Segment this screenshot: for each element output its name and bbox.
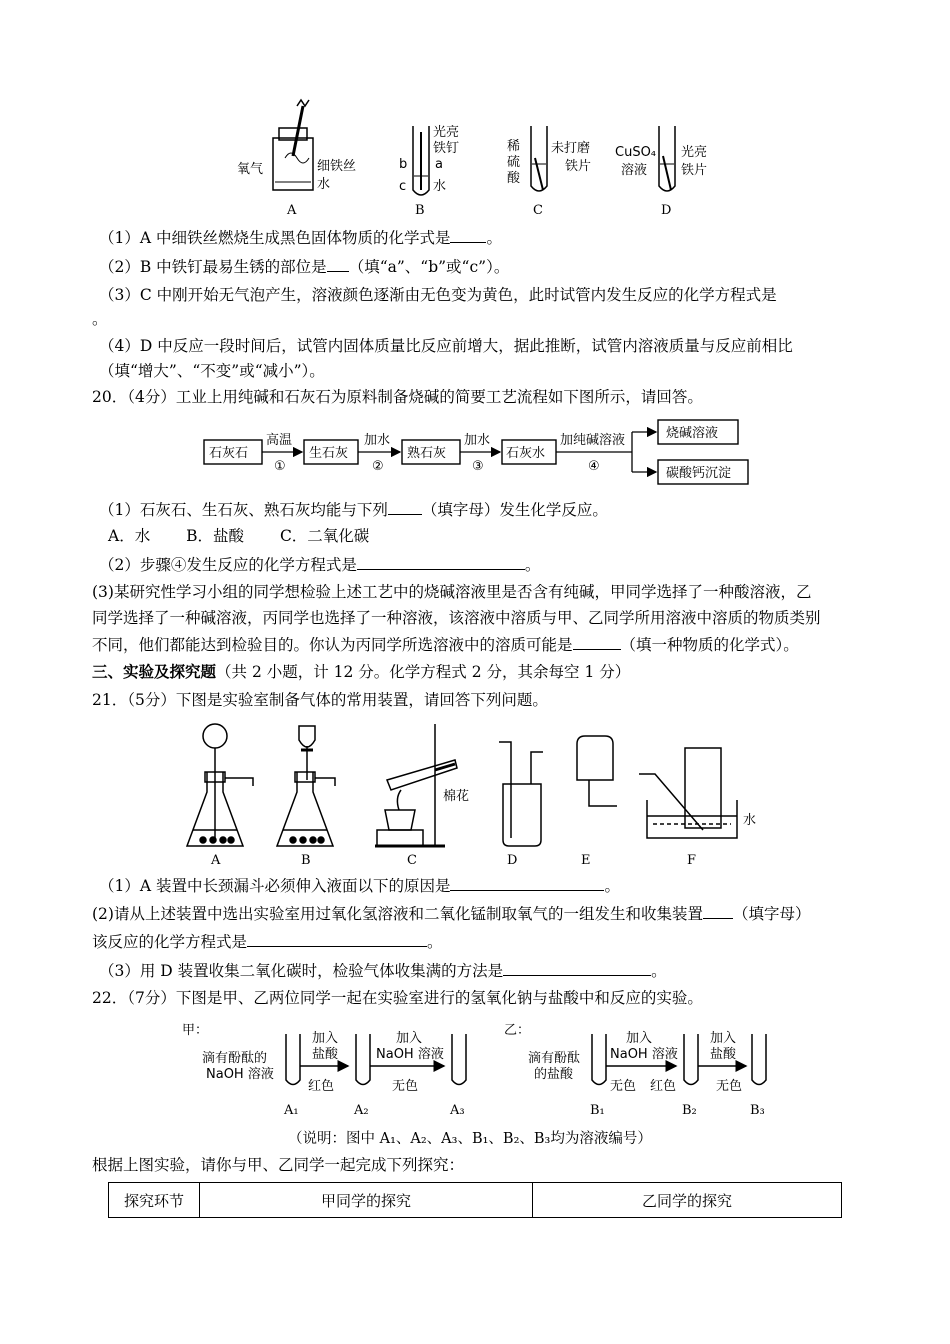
q22-yi-colorless-1: 无色 [610, 1079, 637, 1094]
q22-intro: 根据上图实验，请你与甲、乙同学一起完成下列探究： [92, 1156, 465, 1174]
fig21-f [639, 748, 737, 838]
fig19-d-sheet-2: 铁片 [681, 163, 708, 178]
fig19-c-sheet-2: 铁片 [565, 159, 592, 174]
q20-part3-line2: 同学选择了一种碱溶液，丙同学也选择了一种溶液，该溶液中溶质与甲、乙同学所用溶液中溶质的物质类别 [92, 609, 821, 627]
flow-box-quicklime: 生石灰 [309, 446, 349, 461]
flow-cond-1: 高温 [266, 433, 293, 448]
flow-step-1: ① [274, 459, 286, 474]
q22-yi-add2-1: 加入 [710, 1031, 737, 1046]
flow-cond-3: 加水 [464, 433, 491, 448]
fig21-a-label: A [211, 853, 221, 868]
flow-cond-2: 加水 [364, 433, 391, 448]
q22-yi-colorless-2: 无色 [716, 1079, 743, 1094]
q21-part2: (2)请从上述装置中选出实验室用过氧化氢溶液和二氧化锰制取氧气的一组发生和收集装置 （填字母） [92, 902, 872, 925]
fig19-a-water: 水 [317, 177, 331, 192]
fig19-d-sheet-1: 光亮 [681, 145, 708, 160]
answer-blank[interactable] [357, 553, 525, 570]
fig21-c-label: C [407, 853, 417, 868]
q22-yi-start-1: 滴有酚酞 [528, 1051, 581, 1066]
fig19-c-acid-3: 酸 [507, 171, 521, 186]
q22-yi-red: 红色 [650, 1079, 677, 1094]
q22-stem: 22．（7分）下图是甲、乙两位同学一起在实验室进行的氢氧化钠与盐酸中和反应的实验。 [92, 989, 703, 1007]
q22-jia-add2-2: NaOH 溶液 [376, 1047, 444, 1062]
flow-step-2: ② [372, 459, 384, 474]
answer-blank[interactable] [503, 959, 651, 976]
q22-jia-add1-2: 盐酸 [312, 1047, 339, 1062]
answer-blank[interactable] [327, 255, 349, 272]
fig19-a [237, 100, 356, 218]
fig19-d-sol-2: 溶液 [621, 163, 648, 178]
q22-jia-add1-1: 加入 [312, 1031, 339, 1046]
q22-jia-label: 甲： [182, 1023, 209, 1038]
flow-box-limestone: 石灰石 [209, 446, 249, 461]
section3-heading: 三、实验及探究题（共 2 小题，计 12 分。化学方程式 2 分，其余每空 1 分） [92, 662, 631, 681]
q21-part2b: 该反应的化学方程式是 。 [92, 930, 872, 953]
q22-yi-label: 乙： [504, 1023, 531, 1038]
fig21-e [577, 736, 617, 806]
q22-b2: B₂ [682, 1103, 697, 1118]
table-header-stage: 探究环节 [109, 1183, 200, 1218]
fig19-c [507, 126, 591, 218]
fig19-c-acid-2: 硫 [507, 155, 521, 170]
table-header-jia: 甲同学的探究 [200, 1183, 533, 1218]
fig19-b [399, 124, 459, 218]
flow-box-caco3: 碳酸钙沉淀 [666, 466, 732, 481]
q21-apparatus-figure [185, 720, 775, 870]
flow-cond-4: 加纯碱溶液 [560, 433, 626, 448]
q22-yi-start-2: 的盐酸 [534, 1067, 574, 1082]
fig19-d-sol-1: CuSO₄ [615, 145, 657, 160]
q19-part1: （1）A 中细铁丝燃烧生成黑色固体物质的化学式是 。 [99, 226, 879, 249]
q22-jia-colorless: 无色 [392, 1079, 419, 1094]
answer-blank[interactable] [388, 498, 422, 515]
q22-yi-add1-2: NaOH 溶液 [610, 1047, 678, 1062]
table-row [109, 1183, 842, 1218]
fig21-a [187, 724, 253, 846]
q21-stem: 21．（5分）下图是实验室制备气体的常用装置，请回答下列问题。 [92, 691, 548, 709]
q22-note: （说明：图中 A₁、A₂、A₃、B₁、B₂、B₃均为溶液编号） [288, 1131, 652, 1147]
q21-part3: （3）用 D 装置收集二氧化碳时，检验气体收集满的方法是 。 [99, 959, 879, 982]
answer-blank[interactable] [450, 874, 604, 891]
q22-jia-start-1: 滴有酚酞的 [202, 1051, 268, 1066]
fig19-b-nail-2: 铁钉 [433, 141, 460, 156]
q20-flow-diagram [200, 414, 760, 494]
flow-box-naoh: 烧碱溶液 [666, 426, 719, 441]
q22-a1: A₁ [284, 1103, 299, 1118]
fig19-b-water: 水 [433, 179, 447, 194]
fig21-d [499, 742, 543, 846]
answer-blank[interactable] [573, 633, 621, 650]
q22-yi-add2-2: 盐酸 [710, 1047, 737, 1062]
answer-blank[interactable] [450, 226, 486, 243]
fig19-b-label: B [415, 203, 425, 218]
flow-step-3: ③ [472, 459, 484, 474]
fig21-f-label: F [687, 853, 697, 868]
fig19-a-oxygen: 氧气 [237, 162, 264, 177]
fig21-e-label: E [581, 853, 591, 868]
answer-blank[interactable] [247, 930, 427, 947]
q22-b3: B₃ [750, 1103, 765, 1118]
q19-part3-end: 。 [92, 310, 108, 328]
q19-part4-end: （填“增大”、“不变”或“减小”）。 [99, 362, 325, 380]
fig19-d-label: D [661, 203, 672, 218]
fig19-b-b: b [399, 157, 408, 172]
fig19-c-sheet-1: 未打磨 [551, 141, 591, 156]
q22-neutralization-figure [180, 1014, 780, 1124]
q20-part3-line3: 不同，他们都能达到检验目的。你认为丙同学所选溶液中的溶质可能是 （填一种物质的化学式）。 [92, 633, 872, 656]
q19-part3: （3）C 中刚开始无气泡产生，溶液颜色逐渐由无色变为黄色，此时试管内发生反应的化学方程式是 [99, 286, 777, 304]
q22-yi-add1-1: 加入 [626, 1031, 653, 1046]
fig19-c-label: C [533, 203, 543, 218]
flow-box-slaked-lime: 熟石灰 [407, 446, 447, 461]
q19-part2: （2）B 中铁钉最易生锈的部位是 （填“a”、“b”或“c”）。 [99, 255, 879, 278]
fig19-b-nail-1: 光亮 [433, 125, 460, 140]
flow-step-4: ④ [588, 459, 600, 474]
fig21-c-cotton: 棉花 [443, 789, 470, 804]
fig21-f-water: 水 [743, 813, 757, 828]
answer-blank[interactable] [703, 902, 733, 919]
q22-jia-add2-1: 加入 [396, 1031, 423, 1046]
flow-box-limewater: 石灰水 [506, 446, 546, 461]
fig21-b-label: B [301, 853, 311, 868]
inquiry-table [108, 1182, 842, 1218]
q22-b1: B₁ [590, 1103, 605, 1118]
q19-apparatus-figure [235, 98, 735, 220]
q19-part4: （4）D 中反应一段时间后，试管内固体质量比反应前增大，据此推断，试管内溶液质量与反应前相比 [99, 337, 793, 355]
fig19-a-wire: 细铁丝 [317, 159, 357, 174]
q22-jia-start-2: NaOH 溶液 [206, 1067, 274, 1082]
q20-part2: （2）步骤④发生反应的化学方程式是 。 [99, 553, 879, 576]
q22-a3: A₃ [450, 1103, 465, 1118]
fig19-c-acid-1: 稀 [507, 139, 521, 154]
fig19-b-a: a [435, 157, 443, 172]
q20-stem: 20．（4分）工业上用纯碱和石灰石为原料制备烧碱的简要工艺流程如下图所示，请回答。 [92, 388, 703, 406]
fig21-c [375, 724, 457, 846]
q20-part1: （1）石灰石、生石灰、熟石灰均能与下列 （填字母）发生化学反应。 [99, 498, 879, 521]
fig21-b [277, 726, 335, 846]
q21-part1: （1）A 装置中长颈漏斗必须伸入液面以下的原因是 。 [99, 874, 879, 897]
fig21-d-label: D [507, 853, 518, 868]
table-header-yi: 乙同学的探究 [533, 1183, 842, 1218]
fig19-b-c: c [399, 179, 407, 194]
q20-options: A．水 B．盐酸 C．二氧化碳 [108, 527, 370, 545]
fig19-d [615, 126, 707, 218]
fig19-a-label: A [287, 203, 297, 218]
q20-part3-line1: (3)某研究性学习小组的同学想检验上述工艺中的烧碱溶液里是否含有纯碱，甲同学选择了一种酸溶液，乙 [92, 583, 812, 601]
q22-jia-red: 红色 [308, 1079, 335, 1094]
q22-a2: A₂ [354, 1103, 369, 1118]
